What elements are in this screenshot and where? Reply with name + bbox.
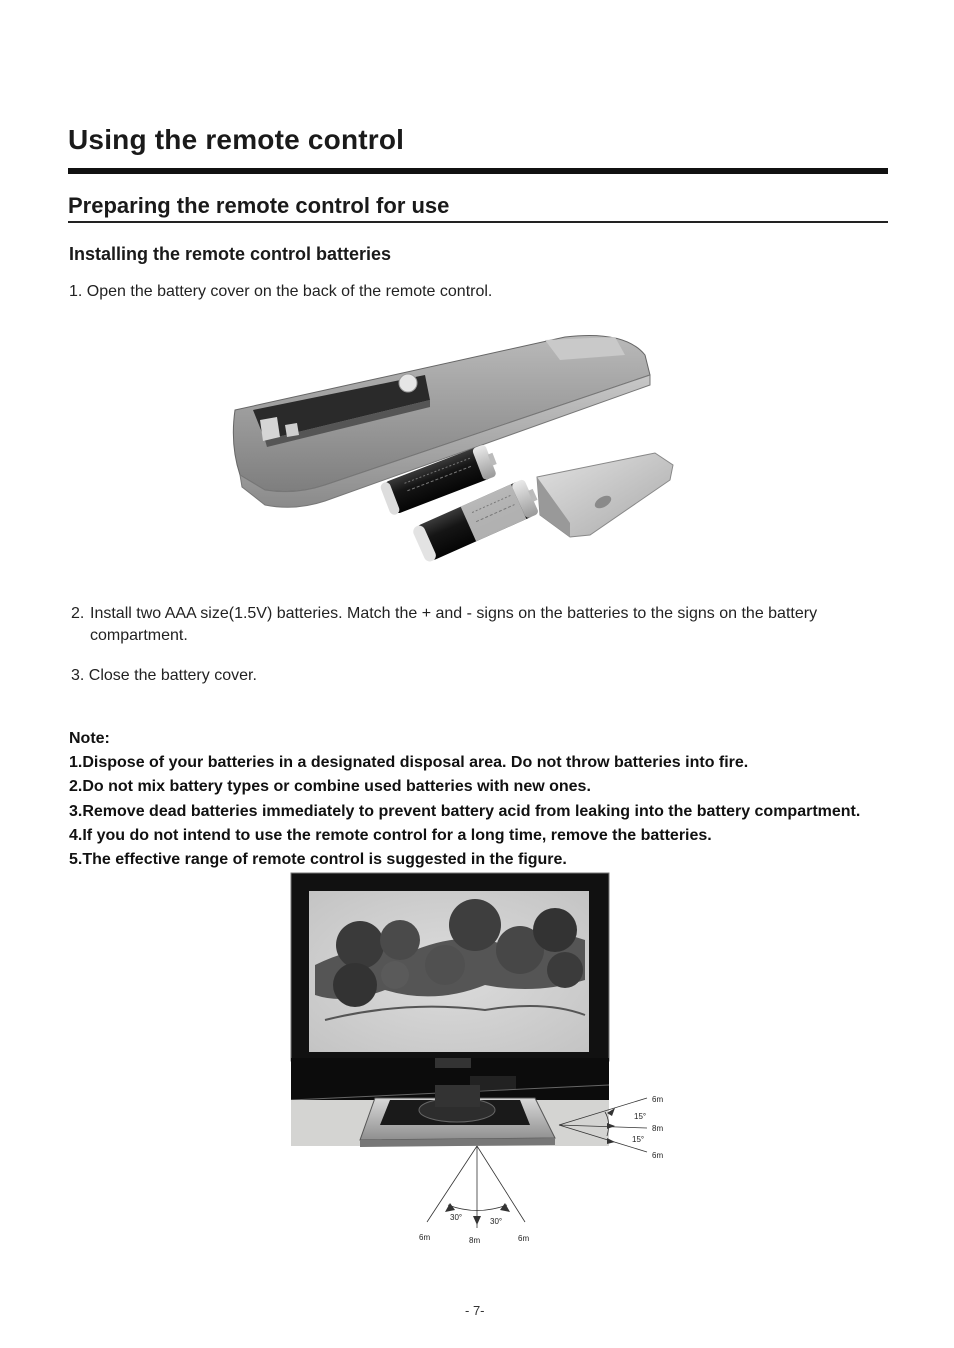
- front-label-right: 6m: [518, 1234, 530, 1243]
- page-title: Using the remote control: [68, 124, 405, 155]
- front-range-lines: [427, 1146, 525, 1228]
- step-text: Open the battery cover on the back of the remote control.: [86, 283, 493, 300]
- step-3: [71, 667, 257, 685]
- page-number: - 7-: [465, 1303, 485, 1318]
- side-label-bottom: 6m: [652, 1151, 664, 1160]
- note-item: 5.The effective range of remote control is suggested in the figure.: [69, 851, 567, 869]
- side-label-angle-top: 15°: [634, 1112, 647, 1121]
- step-text: Install two AAA size(1.5V) batteries. Match the + and - signs on the batteries to the signs on the battery: [90, 605, 818, 622]
- section-divider: [68, 221, 888, 223]
- step-1: [69, 283, 492, 301]
- step-number: 1.: [69, 283, 83, 300]
- step-number: 2.: [71, 605, 85, 622]
- side-label-top: 6m: [652, 1095, 664, 1104]
- front-label-angle-left: 30°: [450, 1213, 463, 1222]
- front-label-left: 6m: [419, 1233, 431, 1242]
- note-item: 1.Dispose of your batteries in a designated disposal area. Do not throw batteries into fire.: [69, 754, 749, 772]
- remote-range-diagram: [285, 870, 685, 1255]
- remote-control-battery-illustration: [225, 325, 685, 585]
- title-divider: [68, 168, 888, 174]
- subsection-title: Installing the remote control batteries: [69, 244, 392, 264]
- front-label-center: 8m: [469, 1236, 481, 1245]
- step-2: [71, 603, 891, 647]
- note-item: 2.Do not mix battery types or combine used batteries with new ones.: [69, 778, 591, 796]
- note-item: 3.Remove dead batteries immediately to prevent battery acid from leaking into the battery compartment.: [69, 802, 861, 820]
- note-heading: Note:: [69, 730, 110, 747]
- step-text-continuation: compartment.: [90, 627, 188, 644]
- front-label-angle-right: 30°: [490, 1217, 503, 1226]
- side-label-middle: 8m: [652, 1124, 664, 1133]
- note-item: 4.If you do not intend to use the remote control for a long time, remove the batteries.: [69, 826, 712, 844]
- side-label-angle-bottom: 15°: [632, 1135, 645, 1144]
- step-number: 3.: [71, 667, 85, 684]
- step-text: Close the battery cover.: [88, 667, 257, 684]
- note-block: [69, 727, 860, 872]
- section-title: Preparing the remote control for use: [68, 193, 450, 218]
